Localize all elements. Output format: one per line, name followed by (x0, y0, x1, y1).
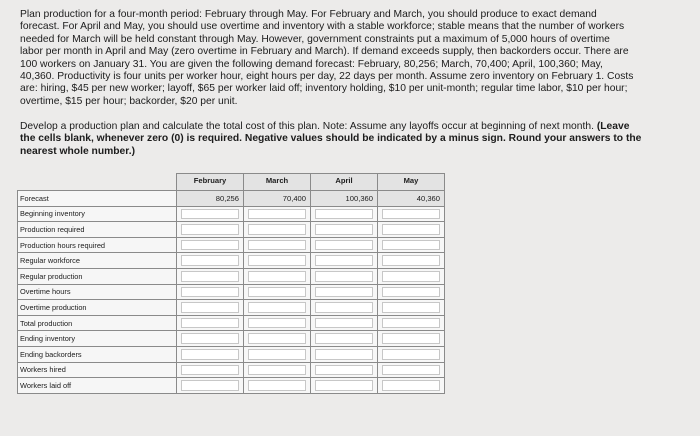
row-label: Total production (18, 315, 177, 331)
row-label: Workers hired (18, 362, 177, 378)
row-label: Regular production (18, 268, 177, 284)
row-label: Regular workforce (18, 253, 177, 269)
row-label: Overtime hours (18, 284, 177, 300)
answer-input-cell[interactable] (378, 206, 445, 222)
production-plan-table (17, 173, 445, 394)
table-row (18, 378, 445, 394)
col-header-may: May (378, 174, 445, 191)
answer-input-cell[interactable] (244, 253, 311, 269)
answer-input-cell[interactable] (311, 222, 378, 238)
table-row (18, 362, 445, 378)
table-row (18, 253, 445, 269)
answer-input-cell[interactable] (311, 284, 378, 300)
problem-line: 100 workers on January 31. You are given the following demand forecast: February, 80,256; March, 70,400; April, 100,360; May, (20, 58, 603, 70)
answer-input-cell[interactable] (177, 346, 244, 362)
answer-input-cell[interactable] (177, 362, 244, 378)
table-row (18, 300, 445, 316)
answer-input-cell[interactable] (244, 222, 311, 238)
instruction-bold-2: the cells blank, whenever zero (0) is required. Negative values should be indicated by a minus sign. Round your answers to the (20, 133, 642, 145)
table-row (18, 346, 445, 362)
answer-input-cell[interactable] (244, 237, 311, 253)
answer-input-cell[interactable] (378, 237, 445, 253)
answer-input-cell[interactable] (378, 362, 445, 378)
problem-line: forecast. For April and May, you should use overtime and inventory with a stable workforce; stable means that the number of workers (20, 21, 625, 33)
instruction-plain: Develop a production plan and calculate the total cost of this plan. Note: Assume any layoffs occur at beginning of next month. (20, 121, 594, 132)
answer-input-cell[interactable] (177, 222, 244, 238)
answer-input-cell[interactable] (311, 331, 378, 347)
forecast-april: 100,360 (311, 191, 378, 207)
row-label: Beginning inventory (18, 206, 177, 222)
answer-input-cell[interactable] (177, 315, 244, 331)
row-label-forecast: Forecast (18, 191, 177, 207)
answer-input-cell[interactable] (378, 331, 445, 347)
answer-input-cell[interactable] (311, 237, 378, 253)
row-label: Production required (18, 222, 177, 238)
table-row (18, 206, 445, 222)
instruction-bold-1: (Leave (596, 121, 630, 132)
header-blank (18, 174, 177, 191)
answer-input-cell[interactable] (311, 378, 378, 394)
table-row (18, 222, 445, 238)
problem-line: 40,360. Productivity is four units per worker hour, eight hours per day, 22 days per month. Assume zero inventory on February 1. Costs (20, 71, 634, 83)
table-row (18, 331, 445, 347)
answer-input-cell[interactable] (311, 315, 378, 331)
answer-input-cell[interactable] (244, 315, 311, 331)
answer-input-cell[interactable] (177, 331, 244, 347)
table-row (18, 237, 445, 253)
answer-input-cell[interactable] (311, 253, 378, 269)
forecast-march: 70,400 (244, 191, 311, 207)
answer-input-cell[interactable] (311, 346, 378, 362)
forecast-row (18, 191, 445, 207)
problem-line: are: hiring, $45 per new worker; layoff, $65 per worker laid off; inventory holding, $10 per unit-month; regular time labor, $10 per hour; (20, 83, 628, 95)
answer-input-cell[interactable] (244, 331, 311, 347)
answer-input-cell[interactable] (378, 222, 445, 238)
problem-line: Plan production for a four-month period: February through May. For February and March, you should produce to exact demand (20, 9, 597, 20)
answer-input-cell[interactable] (311, 362, 378, 378)
answer-input-cell[interactable] (244, 284, 311, 300)
answer-input-cell[interactable] (177, 300, 244, 316)
instruction-text (20, 121, 680, 158)
answer-input-cell[interactable] (244, 206, 311, 222)
answer-input-cell[interactable] (378, 300, 445, 316)
answer-input-cell[interactable] (177, 268, 244, 284)
answer-input-cell[interactable] (244, 362, 311, 378)
answer-input-cell[interactable] (311, 268, 378, 284)
row-label: Ending inventory (18, 331, 177, 347)
answer-input-cell[interactable] (378, 284, 445, 300)
col-header-march: March (244, 174, 311, 191)
problem-line: needed for March will be held constant through May. However, government constraints put a maximum of 5,000 hours of overtime (20, 33, 610, 45)
row-label: Overtime production (18, 300, 177, 316)
problem-line: overtime, $15 per hour; backorder, $20 per unit. (20, 95, 238, 107)
answer-input-cell[interactable] (177, 378, 244, 394)
header-row (18, 174, 445, 191)
answer-input-cell[interactable] (378, 378, 445, 394)
answer-input-cell[interactable] (311, 206, 378, 222)
row-label: Production hours required (18, 237, 177, 253)
problem-line: labor per month in April and May (zero overtime in February and March). If demand exceeds supply, then backorders occur. There are (20, 46, 629, 58)
answer-input-cell[interactable] (244, 378, 311, 394)
answer-input-cell[interactable] (378, 253, 445, 269)
answer-input-cell[interactable] (378, 268, 445, 284)
answer-input-cell[interactable] (177, 284, 244, 300)
table-row (18, 268, 445, 284)
table-row (18, 284, 445, 300)
row-label: Ending backorders (18, 346, 177, 362)
answer-input-cell[interactable] (244, 300, 311, 316)
answer-input-cell[interactable] (177, 253, 244, 269)
table-row (18, 315, 445, 331)
answer-input-cell[interactable] (244, 346, 311, 362)
answer-input-cell[interactable] (378, 346, 445, 362)
answer-input-cell[interactable] (378, 315, 445, 331)
forecast-may: 40,360 (378, 191, 445, 207)
col-header-february: February (177, 174, 244, 191)
answer-input-cell[interactable] (311, 300, 378, 316)
row-label: Workers laid off (18, 378, 177, 394)
answer-input-cell[interactable] (177, 237, 244, 253)
col-header-april: April (311, 174, 378, 191)
problem-statement (20, 9, 680, 108)
instruction-bold-3: nearest whole number.) (20, 145, 136, 157)
forecast-february: 80,256 (177, 191, 244, 207)
answer-input-cell[interactable] (244, 268, 311, 284)
answer-input-cell[interactable] (177, 206, 244, 222)
